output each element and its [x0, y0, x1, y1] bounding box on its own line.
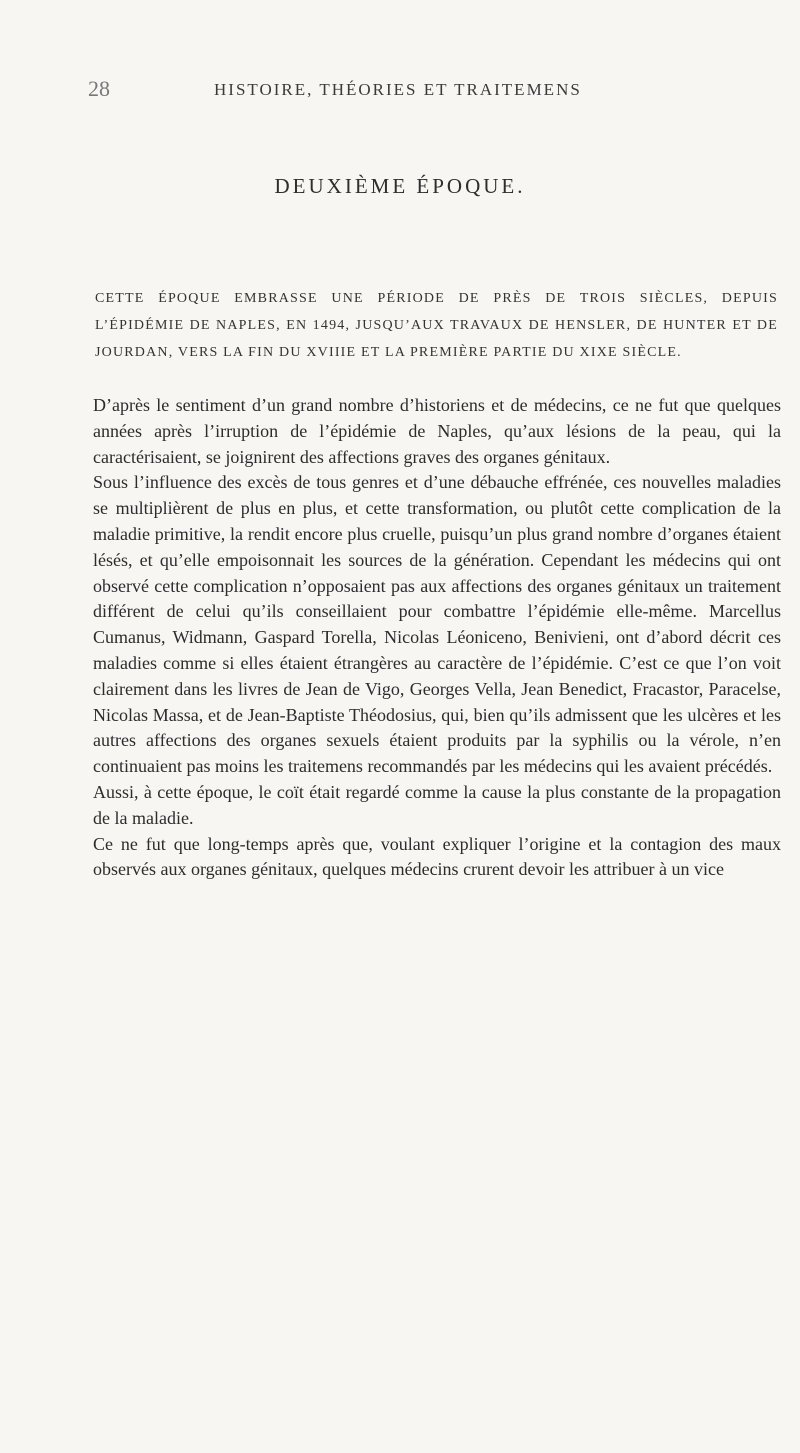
- body-text: [93, 393, 781, 883]
- paragraph: D’après le sentiment d’un grand nombre d’historiens et de médecins, ce ne fut que quelques années après l’irruption de l’épidémie de Naples, qu’aux lésions de la peau, qui la caractérisaient, se joignirent des affections graves des organes génitaux.: [93, 395, 781, 467]
- running-header: [88, 76, 770, 106]
- page-number: 28: [88, 76, 110, 101]
- running-title: HISTOIRE, THÉORIES ET TRAITEMENS: [214, 80, 582, 99]
- paragraph: Aussi, à cette époque, le coït était regardé comme la cause la plus constante de la propagation de la maladie.: [93, 781, 781, 828]
- paragraph: Sous l’influence des excès de tous genres et d’une débauche effrénée, ces nouvelles maladies se multiplièrent de plus en plus, et cette transformation, ou plutôt cette complication de la maladie primitive, la rendit encore plus cruelle, puisqu’un plus grand nombre d’organes étaient lésés, et qu’elle empoisonnait les sources de la génération. Cependant les médecins qui ont observé cette complication n’opposaient pas aux affections des organes génitaux un traitement différent de celui qu’ils conseillaient pour combattre l’épidémie elle-même. Marcellus Cumanus, Widmann, Gaspard Torella, Nicolas Léoniceno, Benivieni, ont d’abord décrit ces maladies comme si elles étaient étrangères au caractère de l’épidémie. C’est ce que l’on voit clairement dans les livres de Jean de Vigo, Georges Vella, Jean Benedict, Fracastor, Paracelse, Nicolas Massa, et de Jean-Baptiste Théodosius, qui, bien qu’ils admissent que les ulcères et les autres affections des organes sexuels étaient produits par la syphilis ou la vérole, n’en continuaient pas moins les traitemens recommandés par les médecins qui les avaient précédés.: [93, 472, 781, 777]
- chapter-title: DEUXIÈME ÉPOQUE.: [274, 174, 526, 198]
- chapter-summary: CETTE ÉPOQUE EMBRASSE UNE PÉRIODE DE PRÈS DE TROIS SIÈCLES, DEPUIS L’ÉPIDÉMIE DE NAPLES, EN 1494, JUSQU’AUX TRAVAUX DE HENSLER, DE HUNTER ET DE JOURDAN, VERS LA FIN DU XVIIIE ET LA PREMIÈRE PARTIE DU XIXE SIÈCLE.: [95, 291, 778, 360]
- paragraph: Ce ne fut que long-temps après que, voulant expliquer l’origine et la contagion des maux observés aux organes génitaux, quelques médecins crurent devoir les attribuer à un vice: [93, 833, 781, 880]
